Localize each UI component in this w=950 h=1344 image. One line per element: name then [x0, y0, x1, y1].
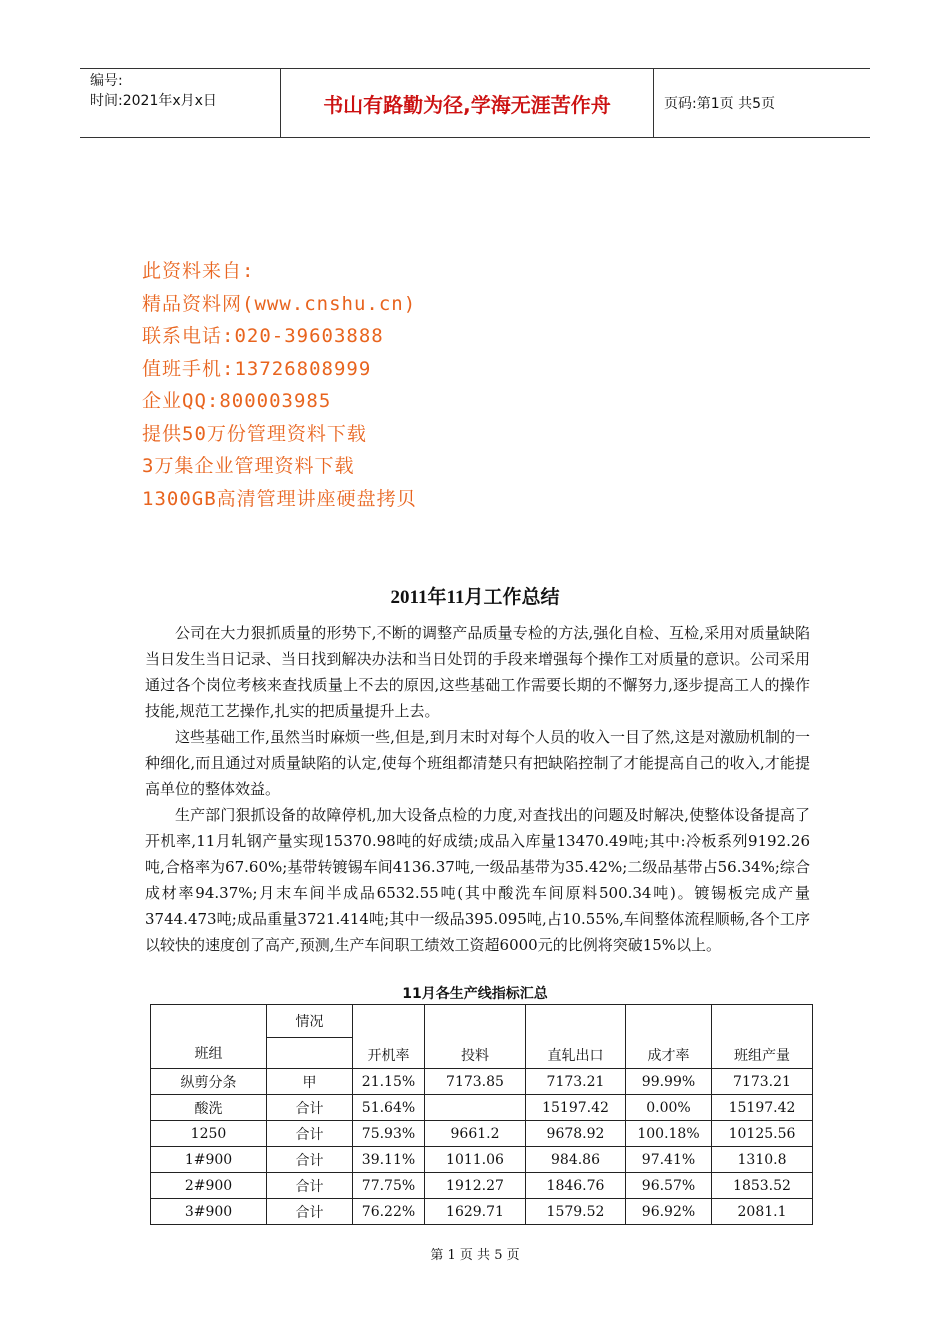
page-header: [80, 68, 870, 138]
body-paragraph: 生产部门狠抓设备的故障停机,加大设备点检的力度,对查找出的问题及时解决,使整体设备提高了开机率,11月轧钢产量实现15370.98吨的好成绩;成品入库量13470.49吨;其中:冷板系列9192.26吨,合格率为67.60%;基带转镀锡车间4136.37吨,一级品基带为35.42%;二级品基带占56.34%;综合成材率94.37%;月末车间半成品6532.55吨(其中酸洗车间原料500.34吨)。镀锡板完成产量3744.473吨;成品重量3721.414吨;其中一级品395.095吨,占10.55%,车间整体流程顺畅,各个工序以较快的速度创了高产,预测,生产车间职工绩效工资超6000元的比例将突破15%以上。: [145, 806, 810, 954]
corner-header-bottom: 班组: [151, 1038, 267, 1069]
document-title: 2011年11月工作总结: [390, 587, 560, 608]
table-row: [151, 1199, 813, 1225]
promo-line: 联系电话:020-39603888: [142, 325, 384, 347]
promo-line: 精品资料网(www.cnshu.cn): [142, 292, 417, 315]
table-cell: 9678.92: [526, 1121, 626, 1147]
table-cell: 7173.85: [425, 1069, 526, 1095]
header-page-number: 页码:第1页 共5页: [664, 96, 775, 112]
table-cell: 合计: [267, 1121, 353, 1147]
table-cell: 10125.56: [712, 1121, 813, 1147]
table-row: [151, 1147, 813, 1173]
table-cell: 1579.52: [526, 1199, 626, 1225]
promo-line: 3万集企业管理资料下载: [142, 455, 355, 477]
table-cell: 15197.42: [712, 1095, 813, 1121]
indicator-table: [150, 1004, 813, 1225]
promo-block: [142, 255, 417, 515]
table-cell: 1912.27: [425, 1173, 526, 1199]
table-cell: [425, 1095, 526, 1121]
table-cell: 1250: [151, 1121, 267, 1147]
table-cell: 合计: [267, 1173, 353, 1199]
table-header-row: [151, 1005, 813, 1038]
table-cell: 2#900: [151, 1173, 267, 1199]
table-cell: 1#900: [151, 1147, 267, 1173]
body-paragraph: 这些基础工作,虽然当时麻烦一些,但是,到月末时对每个人员的收入一目了然,这是对激励机制的一种细化,而且通过对质量缺陷的认定,使每个班组都清楚只有把缺陷控制了才能提高自己的收入,才能提高单位的整体效益。: [145, 728, 810, 798]
table-cell: 9661.2: [425, 1121, 526, 1147]
column-header: 投料: [425, 1005, 526, 1069]
header-number: 编号:: [90, 73, 123, 89]
table-cell: 1629.71: [425, 1199, 526, 1225]
table-cell: 77.75%: [353, 1173, 425, 1199]
table-cell: 合计: [267, 1095, 353, 1121]
table-cell: 纵剪分条: [151, 1069, 267, 1095]
table-cell: 96.92%: [626, 1199, 712, 1225]
promo-line: 企业QQ:800003985: [142, 390, 332, 412]
table-cell: 15197.42: [526, 1095, 626, 1121]
promo-line: 此资料来自:: [142, 260, 255, 282]
table-cell: 合计: [267, 1199, 353, 1225]
table-cell: 96.57%: [626, 1173, 712, 1199]
table-cell: 7173.21: [712, 1069, 813, 1095]
table-row: [151, 1069, 813, 1095]
column-header: 班组产量: [712, 1005, 813, 1069]
table-row: [151, 1121, 813, 1147]
body-paragraph: 公司在大力狠抓质量的形势下,不断的调整产品质量专检的方法,强化自检、互检,采用对质量缺陷当日发生当日记录、当日找到解决办法和当日处罚的手段来增强每个操作工对质量的意识。公司采用通过各个岗位考核来查找质量上不去的原因,这些基础工作需要长期的不懈努力,逐步提高工人的操作技能,规范工艺操作,扎实的把质量提升上去。: [145, 624, 810, 720]
table-cell: 7173.21: [526, 1069, 626, 1095]
corner-header-top: 情况: [267, 1005, 353, 1038]
table-row: [151, 1095, 813, 1121]
table-cell: 76.22%: [353, 1199, 425, 1225]
table-cell: 1846.76: [526, 1173, 626, 1199]
header-date: 时间:2021年x月x日: [90, 93, 217, 109]
promo-line: 提供50万份管理资料下载: [142, 422, 367, 445]
table-cell: 合计: [267, 1147, 353, 1173]
page-footer: 第 1 页 共 5 页: [430, 1248, 520, 1263]
table-cell: 2081.1: [712, 1199, 813, 1225]
header-meta: [80, 69, 281, 137]
table-cell: 21.15%: [353, 1069, 425, 1095]
table-cell: 0.00%: [626, 1095, 712, 1121]
table-caption: 11月各生产线指标汇总: [402, 986, 548, 1002]
column-header: 直轧出口: [526, 1005, 626, 1069]
promo-line: 1300GB高清管理讲座硬盘拷贝: [142, 487, 417, 510]
table-cell: 100.18%: [626, 1121, 712, 1147]
header-motto: 书山有路勤为径,学海无涯苦作舟: [281, 69, 654, 137]
table-cell: 51.64%: [353, 1095, 425, 1121]
table-row: [151, 1173, 813, 1199]
promo-line: 值班手机:13726808999: [142, 357, 372, 380]
column-header: 开机率: [353, 1005, 425, 1069]
column-header: 成才率: [626, 1005, 712, 1069]
table-cell: 1011.06: [425, 1147, 526, 1173]
table-cell: 75.93%: [353, 1121, 425, 1147]
table-cell: 99.99%: [626, 1069, 712, 1095]
table-cell: 1853.52: [712, 1173, 813, 1199]
table-cell: 97.41%: [626, 1147, 712, 1173]
table-cell: 甲: [267, 1069, 353, 1095]
table-cell: 3#900: [151, 1199, 267, 1225]
table-cell: 39.11%: [353, 1147, 425, 1173]
table-cell: 984.86: [526, 1147, 626, 1173]
table-cell: 1310.8: [712, 1147, 813, 1173]
table-cell: 酸洗: [151, 1095, 267, 1121]
document-body: [145, 620, 810, 958]
